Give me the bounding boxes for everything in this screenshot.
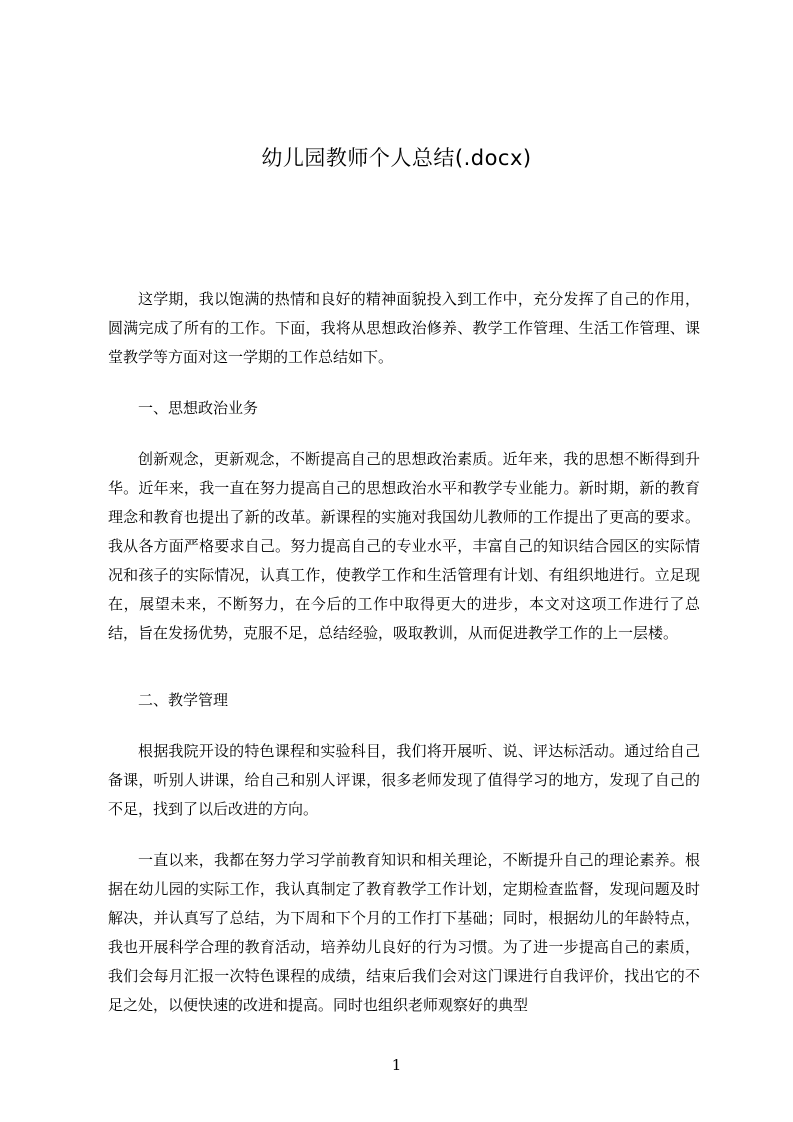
document-title: 幼儿园教师个人总结(.docx)	[261, 146, 532, 170]
teaching-paragraph-2: 一直以来，我都在努力学习学前教育知识和相关理论，不断提升自己的理论素养。根据在幼儿园的实际工作，我认真制定了教育教学工作计划，定期检查监督，发现问题及时解决，并认真写了总结，为下周和下个月的工作打下基础；同时，根据幼儿的年龄特点，我也开展科学合理的教育活动，培养幼儿良好的行为习惯。为了进一步提高自己的素质，我们会每月汇报一次特色课程的成绩，结束后我们会对这门课进行自我评价，找出它的不足之处，以便快速的改进和提高。同时也组织老师观察好的典型	[108, 851, 700, 1014]
section-heading-politics: 一、思想政治业务	[138, 399, 259, 417]
section-heading-teaching: 二、教学管理	[138, 691, 229, 709]
intro-paragraph: 这学期，我以饱满的热情和良好的精神面貌投入到工作中，充分发挥了自己的作用，圆满完成了所有的工作。下面，我将从思想政治修养、教学工作管理、生活工作管理、课堂教学等方面对这一学期的工作总结如下。	[108, 290, 700, 366]
politics-paragraph: 创新观念，更新观念，不断提高自己的思想政治素质。近年来，我的思想不断得到升华。近年来，我一直在努力提高自己的思想政治水平和教学专业能力。新时期，新的教育理念和教育也提出了新的改革。新课程的实施对我国幼儿教师的工作提出了更高的要求。我从各方面严格要求自己。努力提高自己的专业水平，丰富自己的知识结合园区的实际情况和孩子的实际情况，认真工作，使教学工作和生活管理有计划、有组织地进行。立足现在，展望未来，不断努力，在今后的工作中取得更大的进步，本文对这项工作进行了总结，旨在发扬优势，克服不足，总结经验，吸取教训，从而促进教学工作的上一层楼。	[108, 450, 700, 642]
page-number: 1	[391, 1056, 402, 1074]
teaching-paragraph-1: 根据我院开设的特色课程和实验科目，我们将开展听、说、评达标活动。通过给自己备课，听别人讲课，给自己和别人评课，很多老师发现了值得学习的地方，发现了自己的不足，找到了以后改进的方向。	[108, 742, 700, 818]
